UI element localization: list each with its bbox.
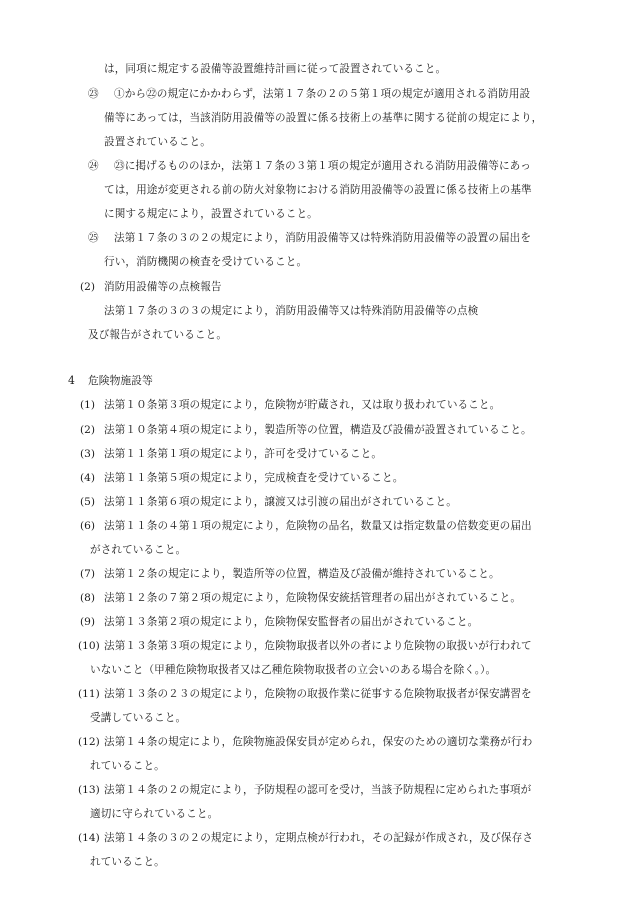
item-text-line: 適切に守られていること。 (90, 808, 219, 820)
continuation-line: は，同項に規定する設備等設置維持計画に従って設置されていること。 (104, 63, 447, 75)
item-marker: (13) (78, 784, 100, 796)
item-text-line: 法第１４条の規定により，危険物施設保安員が定められ，保安のための適切な業務が行わ (104, 736, 533, 748)
item-text-line: れていること。 (90, 856, 165, 868)
item-marker: ㉔ (88, 160, 99, 172)
item-text-line: ては，用途が変更される前の防火対象物における消防用設備等の設置に係る技術上の基準 (104, 184, 532, 196)
item-text-line: 法第１２条の規定により，製造所等の位置，構造及び設備が維持されていること。 (104, 568, 500, 580)
subsection-marker: (2) (80, 281, 96, 293)
item-marker: (14) (78, 832, 100, 844)
subsection-text-line: 法第１７条の３の３の規定により，消防用設備等又は特殊消防用設備等の点検 (104, 305, 479, 317)
item-marker: (3) (80, 448, 96, 460)
item-text-line: 法第１３条の２３の規定により，危険物の取扱作業に従事する危険物取扱者が保安講習を (104, 688, 532, 700)
item-text-line: 法第１３条第２項の規定により，危険物保安監督者の届出がされていること。 (104, 616, 479, 628)
item-text-line: に関する規定により，設置されていること。 (104, 208, 318, 220)
item-text-line: 法第１０条第３項の規定により，危険物が貯蔵され，又は取り扱われていること。 (104, 399, 501, 411)
item-marker: (5) (80, 496, 96, 508)
item-marker: (10) (78, 640, 100, 652)
item-text-line: 法第１１条第５項の規定により，完成検査を受けていること。 (104, 472, 404, 484)
item-text-line: 法第１４条の３の２の規定により，定期点検が行われ，その記録が作成され，及び保存さ (104, 832, 534, 844)
item-marker: (6) (80, 520, 96, 532)
item-marker: (11) (78, 688, 100, 700)
item-text-line: 設置されていること。 (104, 136, 211, 148)
item-marker: (2) (80, 424, 96, 436)
item-marker: (1) (80, 399, 96, 411)
item-text-line: れていること。 (90, 760, 165, 772)
item-text-line: 受講していること。 (90, 712, 187, 724)
item-text-line: 法第１１条第１項の規定により，許可を受けていること。 (104, 448, 383, 460)
item-text-line: 法第１３条第３項の規定により，危険物取扱者以外の者により危険物の取扱いが行われて (104, 640, 532, 652)
item-text-line: 法第１１条第６項の規定により，譲渡又は引渡の届出がされていること。 (104, 496, 457, 508)
item-text-line: がされていること。 (90, 544, 187, 556)
item-text-line: 備等にあっては，当該消防用設備等の設置に係る技術上の基準に関する従前の規定により， (104, 112, 543, 124)
section-title: 危険物施設等 (88, 374, 153, 387)
item-marker: (4) (80, 472, 96, 484)
item-text-line: 法第１４条の２の規定により，予防規程の認可を受け，当該予防規程に定められた事項が (104, 784, 532, 796)
item-marker: (12) (78, 736, 100, 748)
item-text-line: ㉓に掲げるもののほか，法第１７条の３第１項の規定が適用される消防用設備等にあっ (114, 160, 531, 172)
item-marker: (9) (80, 616, 96, 628)
item-text-line: 法第１１条の４第１項の規定により，危険物の品名，数量又は指定数量の倍数変更の届出 (104, 520, 532, 532)
item-marker: ㉓ (88, 88, 99, 100)
subsection-text-line: 及び報告がされていること。 (88, 329, 228, 341)
subsection-title: 消防用設備等の点検報告 (104, 281, 222, 293)
item-text-line: 法第１２条の７第２項の規定により，危険物保安統括管理者の届出がされていること。 (104, 592, 522, 604)
item-marker: ㉕ (88, 232, 99, 244)
item-text-line: いないこと（甲種危険物取扱者又は乙種危険物取扱者の立会いのある場合を除く。）。 (90, 664, 497, 676)
item-text-line: 法第１７条の３の２の規定により，消防用設備等又は特殊消防用設備等の設置の届出を (114, 232, 532, 244)
section-number: 4 (68, 374, 75, 387)
item-text-line: 法第１０条第４項の規定により，製造所等の位置，構造及び設備が設置されていること。 (104, 424, 532, 436)
item-marker: (7) (80, 568, 96, 580)
item-text-line: ①から㉒の規定にかかわらず，法第１７条の２の５第１項の規定が適用される消防用設 (114, 88, 531, 100)
item-text-line: 行い，消防機関の検査を受けていること。 (104, 256, 308, 268)
item-marker: (8) (80, 592, 96, 604)
